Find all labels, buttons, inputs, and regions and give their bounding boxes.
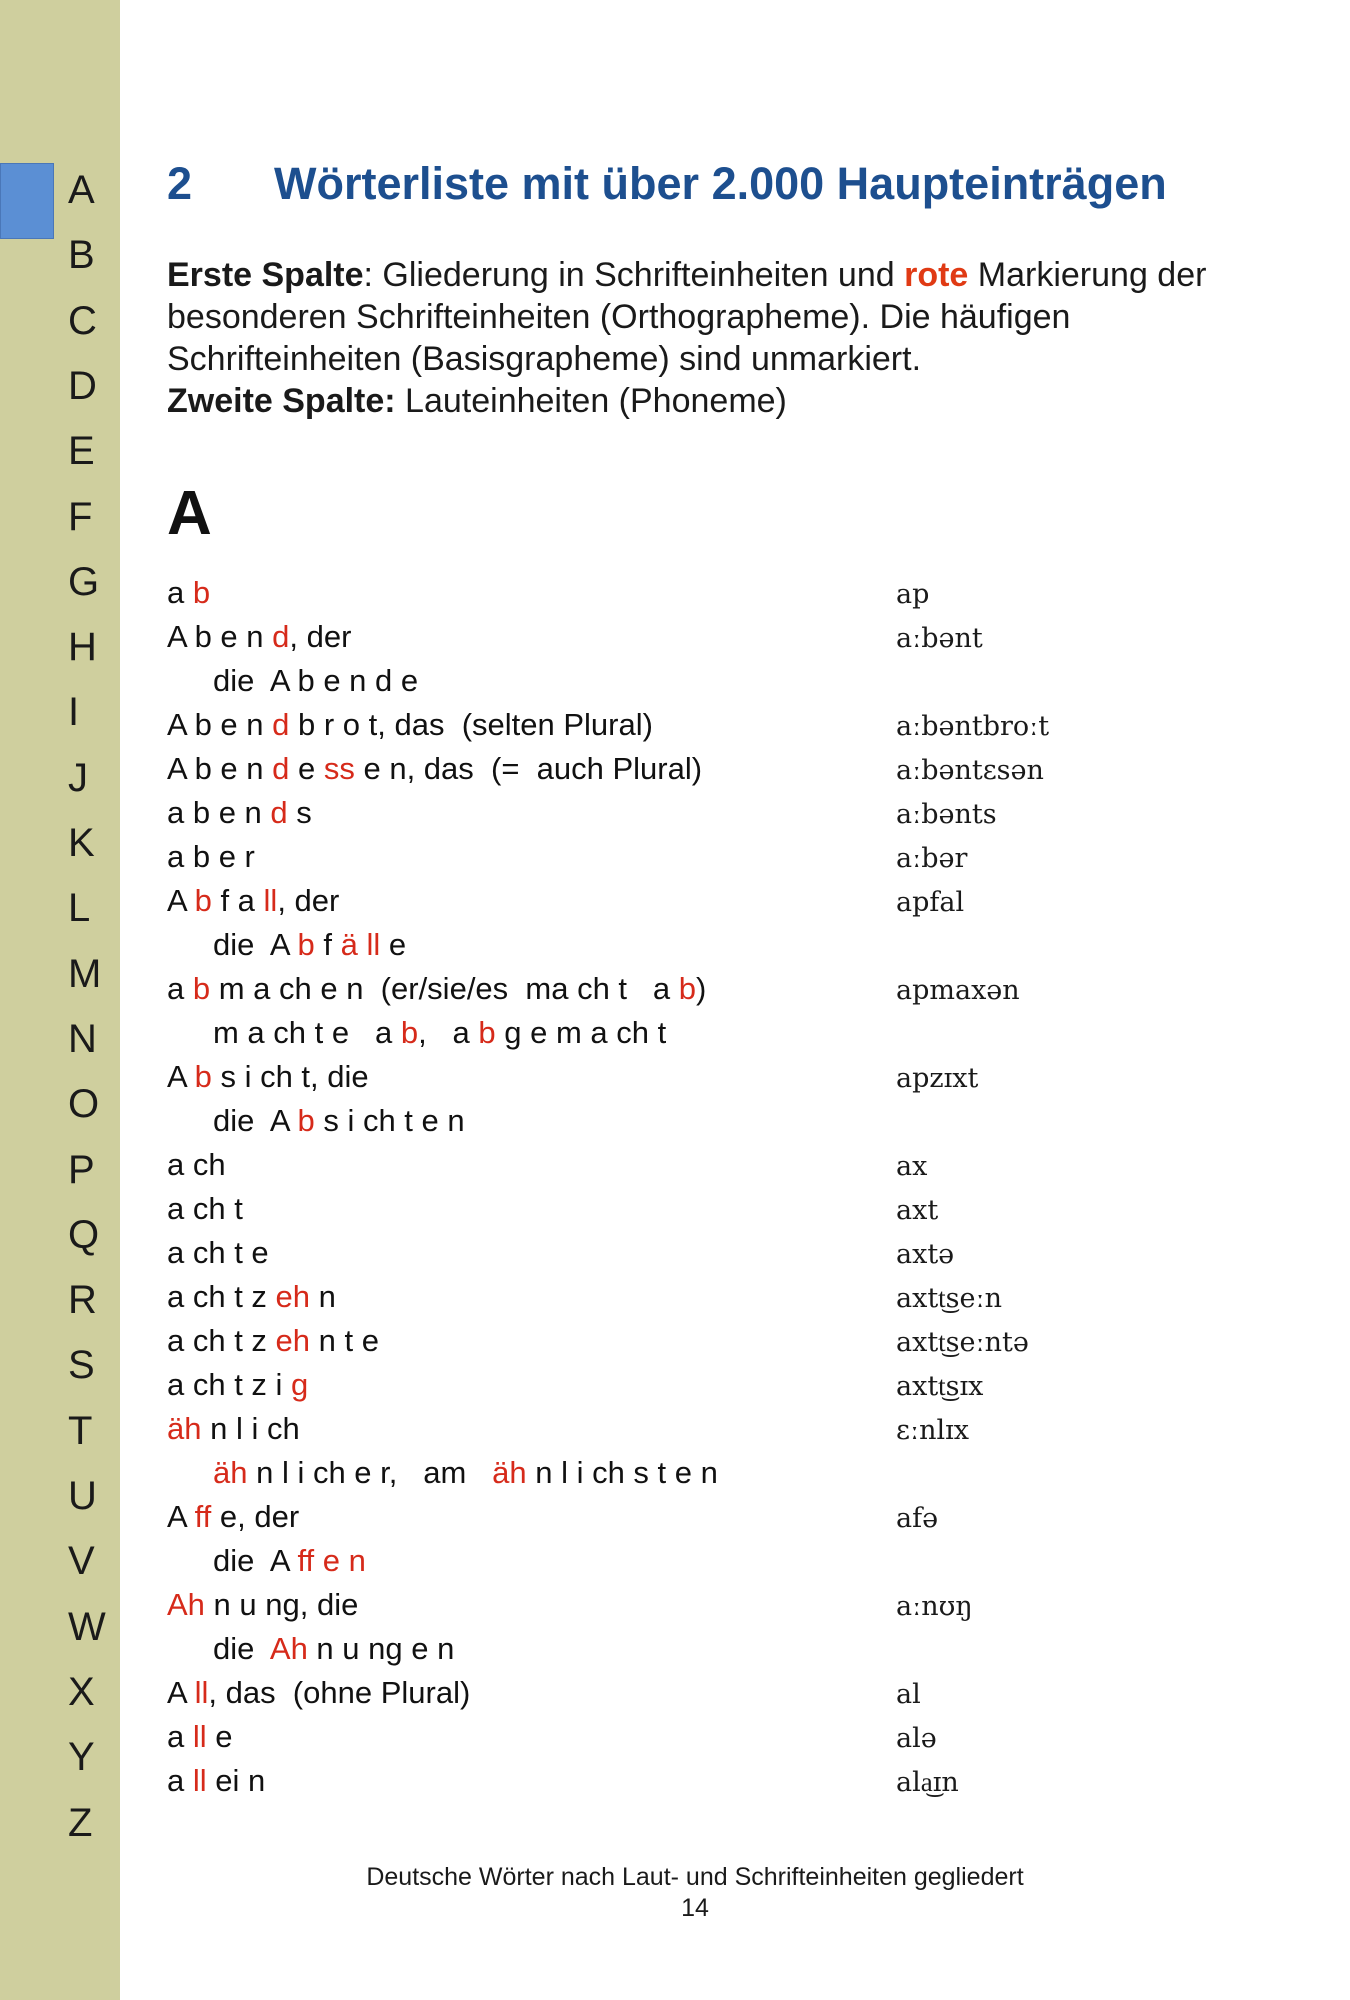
basisgraphem-text: die xyxy=(213,1631,270,1666)
basisgraphem-text: die A xyxy=(213,927,298,962)
word-entry-row xyxy=(167,1275,1317,1319)
active-letter-marker xyxy=(0,163,54,239)
page-number: 14 xyxy=(681,1894,709,1922)
basisgraphem-text: a xyxy=(167,575,193,610)
phoneme-transcription: aːnʊŋ xyxy=(896,1591,973,1622)
grapheme-segmentation xyxy=(167,703,653,747)
basisgraphem-text: f a xyxy=(211,883,264,918)
word-entry-row xyxy=(167,1363,1317,1407)
index-letter-r[interactable]: R xyxy=(68,1278,97,1323)
grapheme-segmentation xyxy=(167,1099,465,1143)
phoneme-transcription: apzɪxt xyxy=(896,1063,979,1094)
phoneme-transcription: axtt͜seːn xyxy=(896,1283,1002,1314)
grapheme-segmentation xyxy=(167,1319,379,1363)
index-letter-n[interactable]: N xyxy=(68,1016,97,1061)
index-letter-k[interactable]: K xyxy=(68,821,95,865)
basisgraphem-text: s i ch t e n xyxy=(314,1103,465,1138)
basisgraphem-text: die A xyxy=(213,1103,298,1138)
grapheme-segmentation xyxy=(167,1143,226,1187)
orthographeme-marked: äh xyxy=(492,1455,527,1490)
grapheme-segmentation xyxy=(167,1055,369,1099)
word-entry-row xyxy=(167,1715,1317,1759)
grapheme-segmentation xyxy=(167,923,406,967)
orthographeme-marked: g xyxy=(291,1367,309,1402)
phoneme-transcription: ap xyxy=(896,579,930,610)
phoneme-transcription: axtə xyxy=(896,1239,955,1270)
basisgraphem-text: A xyxy=(167,883,195,918)
grapheme-segmentation xyxy=(167,835,255,879)
basisgraphem-text: a ch t xyxy=(167,1191,243,1226)
phoneme-transcription: alə xyxy=(896,1723,937,1754)
phoneme-transcription: afə xyxy=(896,1503,939,1534)
basisgraphem-text: a ch t z i xyxy=(167,1367,292,1402)
basisgraphem-text: e xyxy=(289,751,324,786)
orthographeme-marked: Ah xyxy=(167,1587,205,1622)
basisgraphem-text: n u ng e n xyxy=(307,1631,455,1666)
index-letter-d[interactable]: D xyxy=(68,363,97,408)
grapheme-segmentation xyxy=(167,1407,300,1451)
orthographeme-marked: b xyxy=(192,971,211,1006)
second-column-label: Zweite Spalte: xyxy=(167,382,396,420)
basisgraphem-text: , der xyxy=(289,619,352,654)
word-entry-row xyxy=(167,1187,1317,1231)
grapheme-segmentation xyxy=(167,571,210,615)
grapheme-segmentation xyxy=(167,1583,358,1627)
orthographeme-marked: ll xyxy=(194,1675,209,1710)
orthographeme-marked: ä xyxy=(340,927,358,962)
basisgraphem-text: n l i ch e r, am xyxy=(247,1455,493,1490)
grapheme-segmentation xyxy=(167,615,351,659)
grapheme-segmentation xyxy=(167,1231,269,1275)
basisgraphem-text: a ch t z xyxy=(167,1323,276,1358)
basisgraphem-text: A xyxy=(167,1675,195,1710)
index-letter-l[interactable]: L xyxy=(68,886,91,931)
index-letter-j[interactable]: J xyxy=(68,755,88,800)
basisgraphem-text: e, der xyxy=(211,1499,300,1534)
orthographeme-marked: ll xyxy=(192,1763,207,1798)
orthographeme-marked: ll xyxy=(366,927,381,962)
word-entry-row xyxy=(167,1407,1317,1451)
word-form-row xyxy=(167,1627,1317,1671)
column-legend xyxy=(167,254,1287,422)
grapheme-segmentation xyxy=(167,1627,454,1671)
grapheme-segmentation xyxy=(167,791,312,835)
basisgraphem-text xyxy=(314,1543,323,1578)
index-letter-u[interactable]: U xyxy=(68,1474,97,1518)
phoneme-transcription: aːbənts xyxy=(896,799,997,830)
orthographeme-marked: b xyxy=(400,1015,419,1050)
index-letter-w[interactable]: W xyxy=(68,1604,106,1649)
page-footer xyxy=(120,1862,1270,1924)
phoneme-transcription: apmaxən xyxy=(896,975,1020,1006)
basisgraphem-text: a ch t z xyxy=(167,1279,276,1314)
index-letter-o[interactable]: O xyxy=(68,1082,100,1127)
index-letter-e[interactable]: E xyxy=(68,429,95,474)
grapheme-segmentation xyxy=(167,1451,718,1495)
grapheme-segmentation xyxy=(167,1363,308,1407)
orthographeme-marked: d xyxy=(272,707,290,742)
grapheme-segmentation xyxy=(167,1275,336,1319)
phoneme-transcription: axt xyxy=(896,1195,939,1226)
index-letter-z[interactable]: Z xyxy=(68,1800,93,1845)
phoneme-transcription: ax xyxy=(896,1151,928,1182)
index-letter-t[interactable]: T xyxy=(68,1408,93,1453)
phoneme-transcription: aːbəntbroːt xyxy=(896,711,1050,742)
basisgraphem-text: A b e n xyxy=(167,751,273,786)
word-entry-row xyxy=(167,835,1317,879)
grapheme-segmentation xyxy=(167,659,418,703)
word-entry-row xyxy=(167,615,1317,659)
index-letter-c[interactable]: C xyxy=(68,298,97,343)
basisgraphem-text: a ch xyxy=(167,1147,226,1182)
basisgraphem-text: n u ng, die xyxy=(204,1587,359,1622)
word-form-row xyxy=(167,1011,1317,1055)
phoneme-transcription: aːbəntɛsən xyxy=(896,755,1044,786)
orthographeme-marked: b xyxy=(194,1059,212,1094)
index-letter-x[interactable]: X xyxy=(68,1669,95,1714)
grapheme-segmentation xyxy=(167,1539,366,1583)
phoneme-transcription: ɛːnlɪx xyxy=(896,1415,969,1446)
basisgraphem-text: n l i ch xyxy=(201,1411,300,1446)
basisgraphem-text: e xyxy=(380,927,407,962)
orthographeme-marked: b xyxy=(194,883,212,918)
orthographeme-marked: ff xyxy=(194,1499,212,1534)
grapheme-segmentation xyxy=(167,1495,299,1539)
first-column-label: Erste Spalte xyxy=(167,256,364,294)
basisgraphem-text: A xyxy=(167,1499,195,1534)
basisgraphem-text: m a ch t e a xyxy=(213,1015,401,1050)
orthographeme-marked: b xyxy=(192,575,211,610)
grapheme-segmentation xyxy=(167,1187,243,1231)
word-entry-row xyxy=(167,1495,1317,1539)
first-column-colon: : xyxy=(363,256,373,294)
basisgraphem-text: m a ch e n (er/sie/es ma ch t a xyxy=(210,971,679,1006)
basisgraphem-text: a b e r xyxy=(167,839,255,874)
word-form-row xyxy=(167,923,1317,967)
chapter-title: Wörterliste mit über 2.000 Haupteinträgen xyxy=(274,158,1167,209)
orthographeme-marked: eh xyxy=(275,1279,311,1314)
word-form-row xyxy=(167,1451,1317,1495)
footer-title: Deutsche Wörter nach Laut- und Schrifteinheiten gegliedert xyxy=(366,1863,1024,1891)
index-letter-m[interactable]: M xyxy=(68,951,102,996)
grapheme-segmentation xyxy=(167,879,339,923)
basisgraphem-text: A b e n xyxy=(167,619,273,654)
basisgraphem-text: A xyxy=(167,1059,195,1094)
index-letter-a[interactable]: A xyxy=(68,168,95,212)
basisgraphem-text: a xyxy=(167,1763,193,1798)
word-form-row xyxy=(167,659,1317,703)
orthographeme-marked: ll xyxy=(192,1719,207,1754)
phoneme-transcription: apfal xyxy=(896,887,965,918)
word-entry-row xyxy=(167,967,1317,1011)
orthographeme-marked: b xyxy=(678,971,696,1006)
basisgraphem-text: , der xyxy=(277,883,340,918)
orthographeme-marked: b xyxy=(297,1103,315,1138)
grapheme-segmentation xyxy=(167,967,706,1011)
word-form-row xyxy=(167,1539,1317,1583)
orthographeme-marked: d xyxy=(272,751,290,786)
basisgraphem-text: die A b e n d e xyxy=(213,663,419,698)
word-list xyxy=(167,571,1317,1803)
section-letter: A xyxy=(167,479,212,548)
word-entry-row xyxy=(167,1759,1317,1803)
word-entry-row xyxy=(167,1055,1317,1099)
index-letter-f[interactable]: F xyxy=(68,494,93,539)
phoneme-transcription: al xyxy=(896,1679,921,1710)
orthographeme-marked: äh xyxy=(213,1455,248,1490)
index-letter-y[interactable]: Y xyxy=(68,1735,95,1780)
basisgraphem-text: A b e n xyxy=(167,707,273,742)
orthographeme-marked: ss xyxy=(323,751,355,786)
basisgraphem-text: , a xyxy=(418,1015,479,1050)
index-letter-i[interactable]: I xyxy=(68,690,80,735)
word-entry-row xyxy=(167,703,1317,747)
grapheme-segmentation xyxy=(167,1715,233,1759)
basisgraphem-text: s xyxy=(287,795,312,830)
basisgraphem-text: die A xyxy=(213,1543,298,1578)
basisgraphem-text: ei n xyxy=(206,1763,266,1798)
basisgraphem-text: b r o t, das (selten Plural) xyxy=(289,707,653,742)
word-entry-row xyxy=(167,571,1317,615)
basisgraphem-text: e xyxy=(206,1719,233,1754)
phoneme-transcription: axtt͜sɪx xyxy=(896,1371,984,1402)
word-entry-row xyxy=(167,1231,1317,1275)
grapheme-segmentation xyxy=(167,1759,265,1803)
orthographeme-marked: ll xyxy=(263,883,278,918)
word-entry-row xyxy=(167,1583,1317,1627)
index-letter-b[interactable]: B xyxy=(68,233,95,278)
basisgraphem-text: e n, das (= auch Plural) xyxy=(354,751,703,786)
index-letter-p[interactable]: P xyxy=(68,1147,95,1192)
orthographeme-marked: Ah xyxy=(269,1631,308,1666)
word-form-row xyxy=(167,1099,1317,1143)
basisgraphem-text: n l i ch s t e n xyxy=(526,1455,718,1490)
basisgraphem-text: a xyxy=(167,971,193,1006)
phoneme-transcription: aːbər xyxy=(896,843,968,874)
word-entry-row xyxy=(167,1319,1317,1363)
orthographeme-marked: e n xyxy=(322,1543,366,1578)
grapheme-segmentation xyxy=(167,1671,470,1715)
chapter-number: 2 xyxy=(167,158,193,209)
word-entry-row xyxy=(167,747,1317,791)
basisgraphem-text: n t e xyxy=(310,1323,379,1358)
basisgraphem-text: g e m a ch t xyxy=(495,1015,667,1050)
orthographeme-marked: äh xyxy=(167,1411,202,1446)
word-entry-row xyxy=(167,1143,1317,1187)
orthographeme-marked: d xyxy=(270,795,288,830)
index-letter-h[interactable]: H xyxy=(68,625,97,670)
index-letter-v[interactable]: V xyxy=(68,1539,95,1584)
basisgraphem-text: ) xyxy=(695,971,707,1006)
orthographeme-marked: eh xyxy=(275,1323,311,1358)
orthographeme-marked: ff xyxy=(297,1543,315,1578)
basisgraphem-text: , das (ohne Plural) xyxy=(208,1675,471,1710)
basisgraphem-text: n xyxy=(310,1279,336,1314)
orthographeme-marked: d xyxy=(272,619,290,654)
index-letter-g[interactable]: G xyxy=(68,559,100,604)
first-column-text-a: Gliederung in Schrifteinheiten und xyxy=(372,256,905,294)
word-entry-row xyxy=(167,791,1317,835)
basisgraphem-text: s i ch t, die xyxy=(211,1059,369,1094)
index-letter-s[interactable]: S xyxy=(68,1343,95,1388)
basisgraphem-text: a b e n xyxy=(167,795,271,830)
index-letter-q[interactable]: Q xyxy=(68,1212,100,1257)
basisgraphem-text: a ch t e xyxy=(167,1235,269,1270)
phoneme-transcription: ala͜ɪn xyxy=(896,1767,959,1798)
first-column-text-b: Markierung der besonderen Schrifteinheiten (Orthographeme). Die häufigen Schrifteinheiten (Basisgrapheme) sind unmarkiert. xyxy=(167,256,1207,378)
alphabet-sidebar xyxy=(0,0,120,2000)
word-entry-row xyxy=(167,1671,1317,1715)
word-entry-row xyxy=(167,879,1317,923)
phoneme-transcription: axtt͜seːntə xyxy=(896,1327,1029,1358)
basisgraphem-text: f xyxy=(314,927,341,962)
basisgraphem-text: a xyxy=(167,1719,193,1754)
orthographeme-marked: b xyxy=(478,1015,496,1050)
red-marker-word: rote xyxy=(904,256,969,294)
phoneme-transcription: aːbənt xyxy=(896,623,983,654)
grapheme-segmentation xyxy=(167,747,702,791)
second-column-text: Lauteinheiten (Phoneme) xyxy=(395,382,787,420)
grapheme-segmentation xyxy=(167,1011,666,1055)
chapter-heading xyxy=(167,158,1167,210)
orthographeme-marked: b xyxy=(297,927,315,962)
